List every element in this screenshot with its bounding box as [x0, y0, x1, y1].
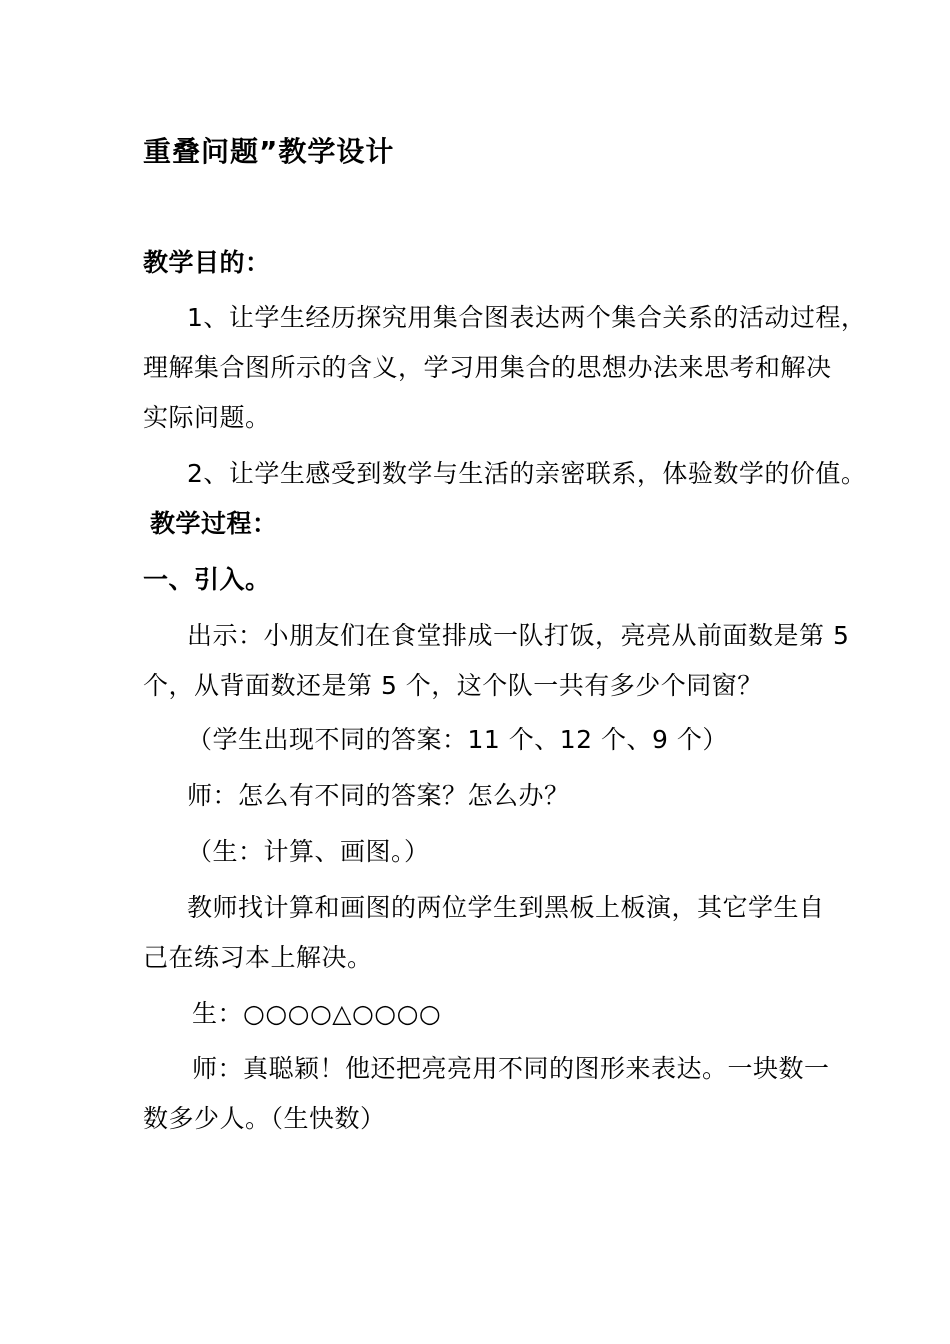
section-1-heading: 一、引入。: [143, 565, 271, 594]
objectives-heading: 教学目的：: [143, 248, 271, 277]
objective-1-line-3: 实际问题。: [143, 403, 271, 432]
teacher-action-line-1: 教师找计算和画图的两位学生到黑板上板演，其它学生自: [187, 893, 825, 922]
teacher-praise-line-1: 师：真聪颖！他还把亮亮用不同的图形来表达。一块数一: [192, 1054, 830, 1083]
teacher-question: 师：怎么有不同的答案？怎么办？: [187, 781, 570, 810]
teacher-praise-line-2: 数多少人。（生快数）: [143, 1104, 386, 1133]
process-heading: 教学过程：: [150, 509, 278, 538]
teacher-action-line-2: 己在练习本上解决。: [143, 943, 373, 972]
objective-1-line-1: 1、让学生经历探究用集合图表达两个集合关系的活动过程，: [187, 303, 867, 332]
document-title: 重叠问题”教学设计: [143, 135, 395, 168]
student-answers: （学生出现不同的答案：11 个、12 个、9 个）: [187, 725, 728, 754]
objective-1-line-2: 理解集合图所示的含义，学习用集合的思想办法来思考和解决: [143, 353, 832, 382]
student-drawing: 生：○○○○△○○○○: [192, 999, 442, 1028]
intro-problem-line-2: 个，从背面数还是第 5 个，这个队一共有多少个同窗？: [143, 671, 763, 700]
objective-2: 2、让学生感受到数学与生活的亲密联系，体验数学的价值。: [187, 459, 867, 488]
intro-problem-line-1: 出示：小朋友们在食堂排成一队打饭，亮亮从前面数是第 5: [187, 621, 850, 650]
student-reply: （生：计算、画图。）: [187, 837, 430, 866]
